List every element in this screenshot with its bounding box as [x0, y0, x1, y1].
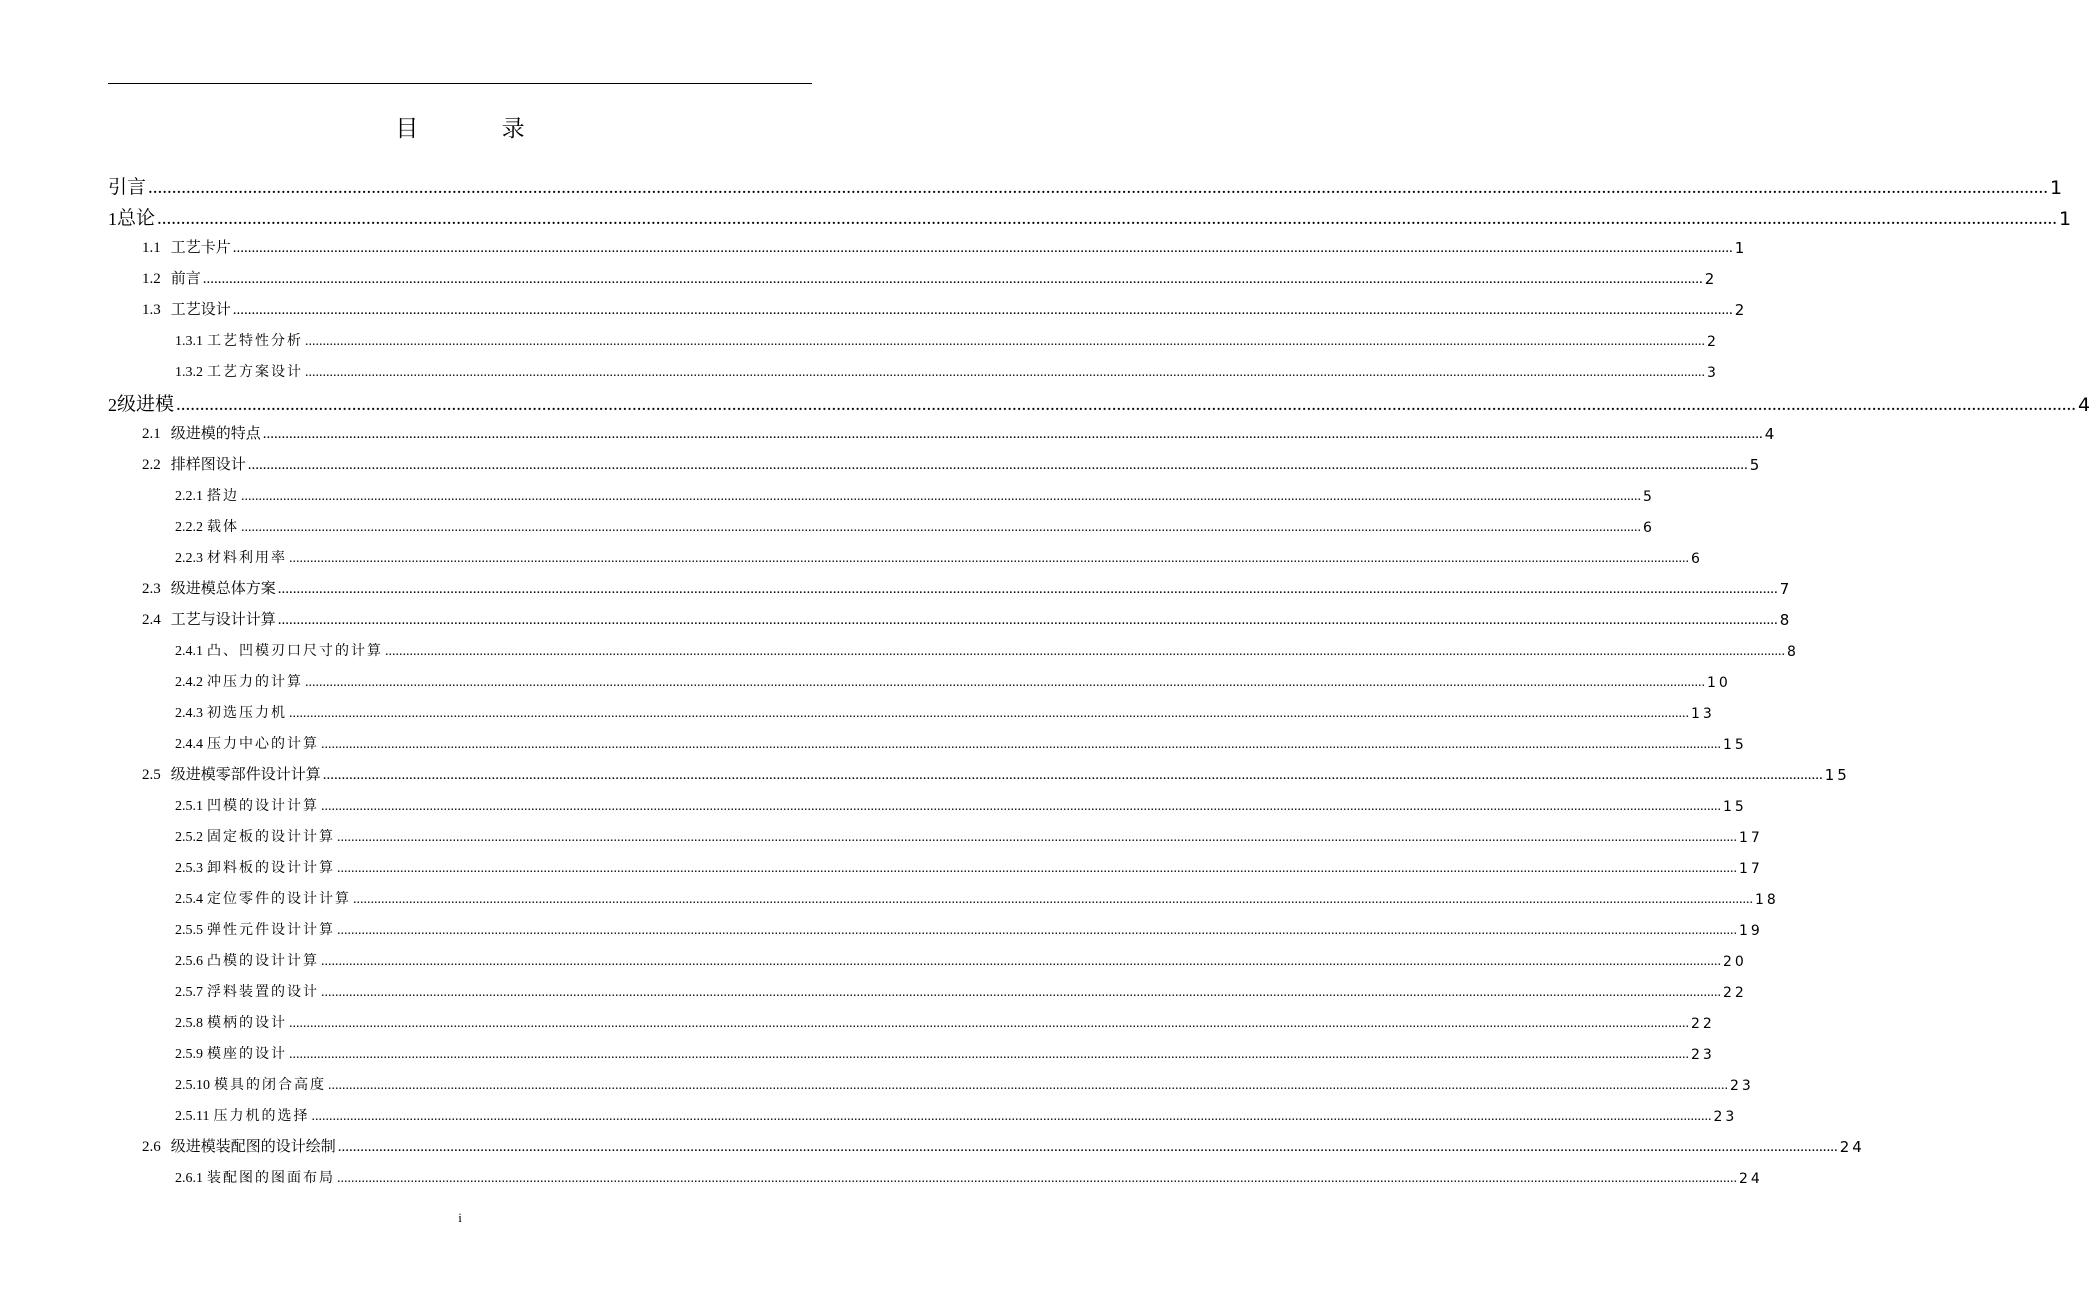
toc-entry-number: 2.5.4	[175, 892, 203, 907]
toc-entry-title: 模具的闭合高度	[214, 1077, 326, 1093]
toc-entry-title: 材料利用率	[207, 550, 287, 566]
toc-entry-number: 2.4.4	[175, 737, 203, 752]
toc-entry[interactable]	[142, 607, 1793, 629]
toc-entry-page: 4	[1764, 425, 1778, 443]
toc-leader-dots: ................................................................................................................................................................................................................................................................................................................................................................................................................	[322, 767, 1823, 783]
toc-leader-dots: ................................................................................................................................................................................................................................................................................................................................................................................................................	[321, 985, 1721, 1000]
toc-entry-title: 级进模的特点	[170, 424, 261, 442]
toc-entry-title: 前言	[170, 269, 201, 287]
toc-entry-title: 压力机的选择	[213, 1108, 310, 1124]
toc-entry-title: 模柄的设计	[207, 1015, 287, 1031]
toc-leader-dots: ................................................................................................................................................................................................................................................................................................................................................................................................................	[337, 830, 1737, 845]
toc-entry-page: 2	[1707, 334, 1719, 350]
toc-entry[interactable]	[175, 700, 1715, 722]
toc-entry-page: 3	[1707, 365, 1719, 381]
toc-entry-page: 5	[1643, 489, 1655, 505]
toc-entry-title: 定位零件的设计计算	[207, 891, 351, 907]
toc-entry[interactable]	[175, 917, 1763, 939]
toc-entry-title: 凸、凹模刃口尺寸的计算	[207, 643, 383, 659]
toc-entry-number: 1.2	[142, 271, 161, 287]
toc-entry-number: 2.5.3	[175, 861, 203, 876]
toc-entry-page: 6	[1643, 520, 1655, 536]
toc-entry[interactable]	[175, 1165, 1763, 1187]
toc-leader-dots: ................................................................................................................................................................................................................................................................................................................................................................................................................	[289, 706, 1689, 721]
toc-entry[interactable]	[175, 886, 1779, 908]
toc-entry-title: 级进模	[117, 393, 175, 415]
toc-entry[interactable]	[175, 855, 1763, 877]
toc-entry[interactable]	[142, 266, 1718, 288]
toc-entry-number: 2	[108, 395, 117, 415]
toc-entry-title: 凸模的设计计算	[207, 953, 319, 969]
toc-entry-page: 23	[1730, 1078, 1754, 1094]
toc-entry-page: 24	[1739, 1171, 1763, 1187]
toc-entry-number: 2.2.3	[175, 551, 203, 566]
toc-leader-dots: ................................................................................................................................................................................................................................................................................................................................................................................................................	[321, 954, 1721, 969]
toc-entry-number: 1	[108, 209, 117, 229]
toc-leader-dots: ................................................................................................................................................................................................................................................................................................................................................................................................................	[311, 1109, 1712, 1124]
toc-entry-title: 初选压力机	[207, 705, 287, 721]
toc-entry-number: 1.3.2	[175, 365, 203, 380]
toc-entry-title: 级进模装配图的设计绘制	[170, 1137, 336, 1155]
toc-entry-title: 引言	[108, 176, 147, 198]
toc-entry-number: 2.5	[142, 767, 161, 783]
toc-entry[interactable]	[142, 762, 1850, 784]
toc-entry[interactable]	[175, 731, 1747, 753]
toc-entry-page: 7	[1779, 580, 1793, 598]
toc-entry[interactable]	[142, 1134, 1865, 1156]
toc-entry-number: 2.5.2	[175, 830, 203, 845]
toc-entry-page: 2	[1704, 270, 1718, 288]
toc-leader-dots: ................................................................................................................................................................................................................................................................................................................................................................................................................	[337, 923, 1737, 938]
toc-entry[interactable]	[175, 793, 1747, 815]
toc-entry-page: 17	[1739, 830, 1763, 846]
toc-entry-number: 2.2.1	[175, 489, 203, 504]
toc-entry-page: 1	[1734, 239, 1748, 257]
toc-leader-dots: ................................................................................................................................................................................................................................................................................................................................................................................................................	[305, 675, 1705, 690]
toc-leader-dots: ................................................................................................................................................................................................................................................................................................................................................................................................................	[328, 1078, 1728, 1093]
toc-leader-dots: ................................................................................................................................................................................................................................................................................................................................................................................................................	[277, 612, 1778, 628]
toc-entry-title: 工艺特性分析	[207, 333, 303, 349]
toc-entry-number: 2.3	[142, 581, 161, 597]
toc-leader-dots: ................................................................................................................................................................................................................................................................................................................................................................................................................	[289, 1016, 1689, 1031]
toc-entry-page: 22	[1723, 985, 1747, 1001]
page-title: 目 录	[395, 116, 563, 142]
toc-entry-number: 2.5.9	[175, 1047, 203, 1062]
toc-entry-page: 17	[1739, 861, 1763, 877]
toc-entry-page: 24	[1839, 1138, 1865, 1156]
toc-entry-title: 弹性元件设计计算	[207, 922, 335, 938]
toc-entry-number: 1.3	[142, 302, 161, 318]
toc-entry[interactable]	[175, 1010, 1715, 1032]
toc-entry-title: 卸料板的设计计算	[207, 860, 335, 876]
toc-leader-dots: ................................................................................................................................................................................................................................................................................................................................................................................................................	[289, 1047, 1689, 1062]
toc-entry-title: 搭边	[207, 488, 239, 504]
toc-entry-title: 装配图的图面布局	[207, 1170, 335, 1186]
toc-leader-dots: ................................................................................................................................................................................................................................................................................................................................................................................................................	[337, 861, 1737, 876]
toc-entry-number: 2.4.3	[175, 706, 203, 721]
toc-entry-number: 2.4.1	[175, 644, 203, 659]
toc-entry-number: 2.5.11	[175, 1109, 210, 1124]
toc-entry-page: 8	[1787, 644, 1799, 660]
toc-entry-page: 1	[2059, 208, 2075, 230]
toc-leader-dots: ................................................................................................................................................................................................................................................................................................................................................................................................................	[202, 271, 1703, 287]
toc-entry-page: 15	[1723, 737, 1747, 753]
toc-entry[interactable]	[175, 1072, 1754, 1094]
toc-entry[interactable]	[175, 669, 1731, 691]
toc-leader-dots: ................................................................................................................................................................................................................................................................................................................................................................................................................	[305, 334, 1705, 349]
toc-entry-title: 工艺方案设计	[207, 364, 303, 380]
toc-entry-title: 载体	[207, 519, 239, 535]
toc-entry-number: 2.5.1	[175, 799, 203, 814]
toc-entry[interactable]	[175, 824, 1763, 846]
toc-entry-title: 固定板的设计计算	[207, 829, 335, 845]
toc-leader-dots: ................................................................................................................................................................................................................................................................................................................................................................................................................	[157, 208, 2058, 229]
toc-entry-page: 20	[1723, 954, 1747, 970]
toc-leader-dots: ................................................................................................................................................................................................................................................................................................................................................................................................................	[289, 551, 1689, 566]
toc-entry-title: 工艺卡片	[170, 238, 231, 256]
toc-leader-dots: ................................................................................................................................................................................................................................................................................................................................................................................................................	[241, 489, 1641, 504]
toc-entry-number: 2.2	[142, 457, 161, 473]
toc-entry[interactable]	[175, 483, 1655, 505]
toc-entry[interactable]	[108, 390, 2093, 416]
toc-leader-dots: ................................................................................................................................................................................................................................................................................................................................................................................................................	[247, 457, 1748, 473]
toc-leader-dots: ................................................................................................................................................................................................................................................................................................................................................................................................................	[321, 737, 1721, 752]
toc-entry-title: 浮料装置的设计	[207, 984, 319, 1000]
toc-leader-dots: ................................................................................................................................................................................................................................................................................................................................................................................................................	[262, 426, 1763, 442]
toc-entry[interactable]	[175, 514, 1655, 536]
toc-entry-number: 1.3.1	[175, 334, 203, 349]
toc-leader-dots: ................................................................................................................................................................................................................................................................................................................................................................................................................	[176, 394, 2077, 415]
toc-entry-number: 2.2.2	[175, 520, 203, 535]
toc-entry[interactable]	[175, 359, 1719, 381]
toc-entry-number: 2.5.8	[175, 1016, 203, 1031]
toc-entry-page: 13	[1691, 706, 1715, 722]
toc-entry-number: 2.4	[142, 612, 161, 628]
toc-leader-dots: ................................................................................................................................................................................................................................................................................................................................................................................................................	[232, 302, 1733, 318]
toc-entry-number: 2.6.1	[175, 1171, 203, 1186]
toc-leader-dots: ................................................................................................................................................................................................................................................................................................................................................................................................................	[277, 581, 1778, 597]
toc-entry-title: 模座的设计	[207, 1046, 287, 1062]
toc-entry[interactable]	[142, 576, 1793, 598]
toc-entry-page: 2	[1734, 301, 1748, 319]
toc-entry-number: 2.5.5	[175, 923, 203, 938]
toc-entry[interactable]	[142, 297, 1748, 319]
toc-entry-title: 总论	[117, 207, 156, 229]
toc-entry[interactable]	[142, 452, 1763, 474]
toc-entry-number: 2.5.10	[175, 1078, 210, 1093]
toc-entry[interactable]	[142, 421, 1778, 443]
toc-entry-title: 凹模的设计计算	[207, 798, 319, 814]
toc-entry-title: 工艺与设计计算	[170, 610, 276, 628]
toc-entry-page: 15	[1824, 766, 1850, 784]
toc-entry-title: 级进模零部件设计计算	[170, 765, 321, 783]
toc-entry-page: 22	[1691, 1016, 1715, 1032]
toc-entry-number: 2.5.7	[175, 985, 203, 1000]
toc-leader-dots: ................................................................................................................................................................................................................................................................................................................................................................................................................	[337, 1139, 1838, 1155]
toc-entry[interactable]	[175, 1103, 1738, 1125]
toc-entry[interactable]	[175, 979, 1747, 1001]
toc-entry[interactable]	[108, 173, 2066, 199]
toc-entry[interactable]	[175, 1041, 1715, 1063]
toc-entry-title: 排样图设计	[170, 455, 246, 473]
toc-entry[interactable]	[108, 204, 2075, 230]
toc-entry-page: 23	[1713, 1109, 1738, 1125]
toc-leader-dots: ................................................................................................................................................................................................................................................................................................................................................................................................................	[148, 177, 2049, 198]
toc-entry-page: 1	[2050, 177, 2066, 199]
toc-entry-page: 18	[1755, 892, 1779, 908]
toc-entry-title: 压力中心的计算	[207, 736, 319, 752]
toc-entry-number: 2.4.2	[175, 675, 203, 690]
toc-entry-title: 级进模总体方案	[170, 579, 276, 597]
toc-entry-title: 工艺设计	[170, 300, 231, 318]
toc-entry[interactable]	[175, 638, 1799, 660]
toc-entry-number: 1.1	[142, 240, 161, 256]
header-rule	[108, 83, 812, 84]
toc-entry[interactable]	[175, 328, 1719, 350]
page-number-footer: i	[458, 1210, 462, 1225]
toc-leader-dots: ................................................................................................................................................................................................................................................................................................................................................................................................................	[353, 892, 1753, 907]
toc-entry-page: 6	[1691, 551, 1703, 567]
toc-entry-page: 5	[1749, 456, 1763, 474]
toc-entry-number: 2.6	[142, 1139, 161, 1155]
toc-entry[interactable]	[175, 545, 1703, 567]
toc-entry-page: 19	[1739, 923, 1763, 939]
toc-entry-number: 2.1	[142, 426, 161, 442]
toc-leader-dots: ................................................................................................................................................................................................................................................................................................................................................................................................................	[337, 1171, 1737, 1186]
toc-entry-page: 4	[2078, 394, 2093, 416]
toc-entry-page: 8	[1779, 611, 1793, 629]
toc-leader-dots: ................................................................................................................................................................................................................................................................................................................................................................................................................	[305, 365, 1705, 380]
toc-entry-page: 15	[1723, 799, 1747, 815]
toc-entry-page: 10	[1707, 675, 1731, 691]
toc-entry-number: 2.5.6	[175, 954, 203, 969]
toc-entry[interactable]	[175, 948, 1747, 970]
toc-leader-dots: ................................................................................................................................................................................................................................................................................................................................................................................................................	[321, 799, 1721, 814]
toc-leader-dots: ................................................................................................................................................................................................................................................................................................................................................................................................................	[241, 520, 1641, 535]
toc-entry-page: 23	[1691, 1047, 1715, 1063]
toc-leader-dots: ................................................................................................................................................................................................................................................................................................................................................................................................................	[385, 644, 1785, 659]
toc-leader-dots: ................................................................................................................................................................................................................................................................................................................................................................................................................	[232, 240, 1733, 256]
toc-entry[interactable]	[142, 235, 1748, 257]
toc-entry-title: 冲压力的计算	[207, 674, 303, 690]
